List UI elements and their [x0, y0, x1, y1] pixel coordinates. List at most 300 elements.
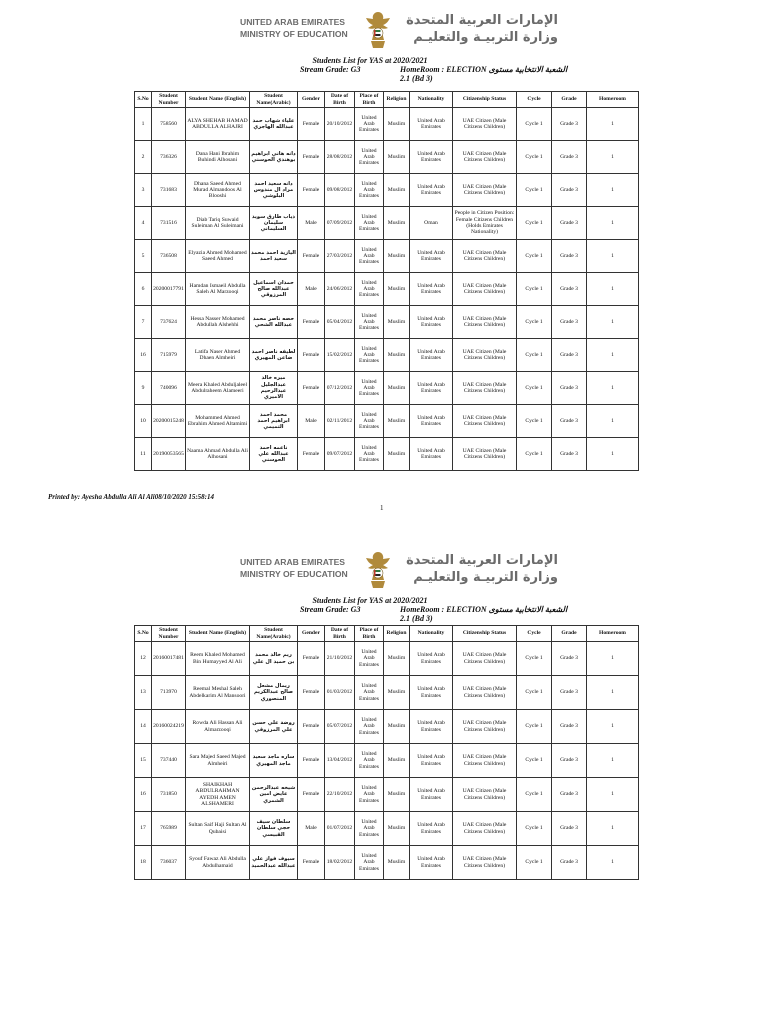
column-header-citizenship-status: Citizenship Status [453, 626, 517, 642]
cell-date-of-birth: 28/08/2012 [325, 141, 355, 174]
cell-cycle: Cycle 1 [517, 108, 552, 141]
cell-student-name-english: Dhana Saeed Ahmed Murad Almandoos Al Blooshi [186, 174, 250, 207]
header-ar-line1: الإمارات العربية المتحدة [406, 13, 558, 28]
cell-student-name-english: Hamdan Ismaeil Abdulla Saleh Al Marzooqi [186, 273, 250, 306]
cell-religion: Muslim [384, 676, 410, 710]
cell-religion: Muslim [384, 240, 410, 273]
cell-student-name-arabic: ريمال مشعل صالح عبدالكريم المنصوري [250, 676, 298, 710]
cell-student-name-english: Sultan Saif Haji Sultan Al Qubaisi [186, 812, 250, 846]
homeroom-label-2: HomeRoom : ELECTION الشعبة الانتخابية مستوى [400, 605, 568, 614]
column-header-place-of-birth: Place of Birth [355, 626, 384, 642]
column-header-gender: Gender [298, 626, 325, 642]
cell-citizenship-status: UAE Citizen (Male Citizens Children) [453, 710, 517, 744]
cell-grade: Grade 3 [552, 306, 587, 339]
cell-citizenship-status: UAE Citizen (Male Citizens Children) [453, 778, 517, 812]
cell-student-name-english: SHAIKHAH ABDULRAHMAN AYEDH AMEN ALSHAMERI [186, 778, 250, 812]
cell-student-number: 731683 [152, 174, 186, 207]
cell-homeroom: 1 [587, 174, 639, 207]
table-row [135, 273, 639, 306]
column-header-student-name-arabic: Student Name(Arabic) [250, 92, 298, 108]
table-row [135, 306, 639, 339]
cell-grade: Grade 3 [552, 108, 587, 141]
cell-student-name-english: ALYA SHEHAB HAMAD ABDULLA ALHAJRI [186, 108, 250, 141]
cell-religion: Muslim [384, 642, 410, 676]
cell-date-of-birth: 18/02/2012 [325, 846, 355, 880]
cell-nationality: United Arab Emirates [410, 778, 453, 812]
cell-grade: Grade 3 [552, 240, 587, 273]
cell-gender: Female [298, 174, 325, 207]
cell-citizenship-status: UAE Citizen (Male Citizens Children) [453, 846, 517, 880]
cell-student-name-english: Meera Khaled Abduljaleel Abdulraheem Alameeri [186, 372, 250, 405]
cell-student-number: 20200015248 [152, 405, 186, 438]
cell-student-number: 731850 [152, 778, 186, 812]
cell-student-number: 20160017481 [152, 642, 186, 676]
printed-by: Printed by: Ayesha Abdulla Ali Al Ali08/10/2020 15:58:14 [48, 493, 214, 501]
column-header-religion: Religion [384, 92, 410, 108]
column-header-citizenship-status: Citizenship Status [453, 92, 517, 108]
cell-serial-number: 18 [135, 846, 152, 880]
cell-serial-number: 7 [135, 306, 152, 339]
cell-date-of-birth: 05/04/2012 [325, 306, 355, 339]
cell-student-name-english: Latifa Naser Ahmed Dhaen Almheiri [186, 339, 250, 372]
column-header-gender: Gender [298, 92, 325, 108]
cell-nationality: United Arab Emirates [410, 438, 453, 471]
cell-date-of-birth: 20/10/2012 [325, 108, 355, 141]
cell-religion: Muslim [384, 372, 410, 405]
cell-nationality: United Arab Emirates [410, 273, 453, 306]
header-ar-line2: وزارة التربيـة والتعليـم [413, 30, 558, 45]
cell-grade: Grade 3 [552, 372, 587, 405]
cell-serial-number: 9 [135, 372, 152, 405]
cell-cycle: Cycle 1 [517, 438, 552, 471]
cell-serial-number: 11 [135, 438, 152, 471]
table-row [135, 642, 639, 676]
cell-gender: Female [298, 240, 325, 273]
cell-grade: Grade 3 [552, 846, 587, 880]
cell-place-of-birth: United Arab Emirates [355, 207, 384, 240]
column-header-student-number: Student Number [152, 626, 186, 642]
cell-nationality: United Arab Emirates [410, 240, 453, 273]
cell-citizenship-status: UAE Citizen (Male Citizens Children) [453, 273, 517, 306]
cell-nationality: United Arab Emirates [410, 108, 453, 141]
cell-student-name-english: Reem Khaled Mohamed Bin Humayyed Al Ali [186, 642, 250, 676]
cell-student-number: 20190053565 [152, 438, 186, 471]
column-header-nationality: Nationality [410, 626, 453, 642]
cell-homeroom: 1 [587, 710, 639, 744]
cell-homeroom: 1 [587, 676, 639, 710]
uae-emblem-icon [360, 550, 396, 592]
cell-gender: Female [298, 141, 325, 174]
column-header-student-name-english: Student Name (English) [186, 92, 250, 108]
cell-homeroom: 1 [587, 306, 639, 339]
cell-serial-number: 1 [135, 108, 152, 141]
column-header-grade: Grade [552, 626, 587, 642]
list-title: Students List for YAS at 2020/2021 [312, 56, 428, 65]
cell-cycle: Cycle 1 [517, 240, 552, 273]
cell-homeroom: 1 [587, 642, 639, 676]
header-ar-line2-2: وزارة التربيـة والتعليـم [413, 570, 558, 585]
column-header-date-of-birth: Date of Birth [325, 92, 355, 108]
cell-religion: Muslim [384, 778, 410, 812]
column-header-grade: Grade [552, 92, 587, 108]
column-header-student-number: Student Number [152, 92, 186, 108]
cell-student-name-english: Diab Tariq Suwaid Suleiman Al Suleimani [186, 207, 250, 240]
cell-religion: Muslim [384, 710, 410, 744]
table-row [135, 710, 639, 744]
cell-gender: Female [298, 710, 325, 744]
cell-cycle: Cycle 1 [517, 812, 552, 846]
cell-citizenship-status: UAE Citizen (Male Citizens Children) [453, 372, 517, 405]
cell-student-number: 736508 [152, 240, 186, 273]
cell-gender: Male [298, 273, 325, 306]
cell-grade: Grade 3 [552, 744, 587, 778]
cell-student-name-arabic: سيوف فواز علي عبدالله عبدالحميد [250, 846, 298, 880]
table-row [135, 812, 639, 846]
cell-date-of-birth: 21/10/2012 [325, 642, 355, 676]
header-english-2 [240, 556, 348, 580]
table-row [135, 240, 639, 273]
cell-date-of-birth: 22/10/2012 [325, 778, 355, 812]
cell-religion: Muslim [384, 273, 410, 306]
cell-cycle: Cycle 1 [517, 174, 552, 207]
cell-date-of-birth: 13/04/2012 [325, 744, 355, 778]
cell-serial-number: 6 [135, 273, 152, 306]
cell-place-of-birth: United Arab Emirates [355, 812, 384, 846]
header-en-line1: UNITED ARAB EMIRATES [240, 17, 346, 27]
cell-student-number: 715979 [152, 339, 186, 372]
cell-homeroom: 1 [587, 438, 639, 471]
cell-date-of-birth: 07/09/2012 [325, 207, 355, 240]
cell-religion: Muslim [384, 174, 410, 207]
cell-serial-number: 14 [135, 710, 152, 744]
cell-homeroom: 1 [587, 744, 639, 778]
cell-cycle: Cycle 1 [517, 141, 552, 174]
cell-student-name-english: Sara Majed Saeed Majed Almheiri [186, 744, 250, 778]
cell-serial-number: 16 [135, 778, 152, 812]
cell-place-of-birth: United Arab Emirates [355, 141, 384, 174]
stream-grade: Stream Grade: G3 [300, 65, 361, 74]
cell-place-of-birth: United Arab Emirates [355, 642, 384, 676]
cell-date-of-birth: 07/12/2012 [325, 372, 355, 405]
cell-cycle: Cycle 1 [517, 207, 552, 240]
cell-serial-number: 4 [135, 207, 152, 240]
table-row [135, 141, 639, 174]
cell-religion: Muslim [384, 744, 410, 778]
cell-student-name-arabic: ناعمه احمد عبدالله علي الحوسني [250, 438, 298, 471]
cell-religion: Muslim [384, 405, 410, 438]
cell-gender: Female [298, 108, 325, 141]
cell-place-of-birth: United Arab Emirates [355, 438, 384, 471]
cell-homeroom: 1 [587, 372, 639, 405]
header-ar-line1-2: الإمارات العربية المتحدة [406, 553, 558, 568]
column-header-religion: Religion [384, 626, 410, 642]
students-table-page-1 [134, 91, 639, 471]
cell-student-name-english: Mohammed Ahmed Ebrahim Ahmed Altamimi [186, 405, 250, 438]
table-row [135, 676, 639, 710]
cell-homeroom: 1 [587, 846, 639, 880]
cell-grade: Grade 3 [552, 812, 587, 846]
uae-emblem-icon [360, 10, 396, 52]
cell-homeroom: 1 [587, 141, 639, 174]
cell-student-name-arabic: دانه سعيد احمد مراد ال مندوس البلوشي [250, 174, 298, 207]
header-en-line2-2: MINISTRY OF EDUCATION [240, 569, 348, 579]
cell-citizenship-status: UAE Citizen (Male Citizens Children) [453, 174, 517, 207]
cell-date-of-birth: 09/07/2012 [325, 438, 355, 471]
cell-place-of-birth: United Arab Emirates [355, 273, 384, 306]
cell-place-of-birth: United Arab Emirates [355, 778, 384, 812]
column-header-student-name-arabic: Student Name(Arabic) [250, 626, 298, 642]
document-page-2 [0, 540, 768, 1024]
cell-student-name-arabic: علياء شهاب حمد عبدالله الهاجري [250, 108, 298, 141]
cell-grade: Grade 3 [552, 405, 587, 438]
table-row [135, 744, 639, 778]
cell-citizenship-status: UAE Citizen (Male Citizens Children) [453, 744, 517, 778]
cell-student-name-arabic: حصه ناصر محمد عبدالله الشحي [250, 306, 298, 339]
cell-student-name-english: Reemal Meshal Saleh Abdelkarim Al Mansoori [186, 676, 250, 710]
cell-student-name-arabic: ذياب طارق سويد سليمان السليماني [250, 207, 298, 240]
cell-student-name-arabic: ميره خالد عبدالجليل عبدالرحيم الاميري [250, 372, 298, 405]
cell-citizenship-status: UAE Citizen (Male Citizens Children) [453, 642, 517, 676]
table-row [135, 339, 639, 372]
cell-nationality: United Arab Emirates [410, 812, 453, 846]
cell-citizenship-status: UAE Citizen (Male Citizens Children) [453, 405, 517, 438]
column-header-homeroom: Homeroom [587, 92, 639, 108]
cell-citizenship-status: UAE Citizen (Male Citizens Children) [453, 108, 517, 141]
header-arabic [406, 12, 558, 46]
cell-student-name-arabic: ريم خالد محمد بن حميد ال علي [250, 642, 298, 676]
cell-date-of-birth: 27/03/2012 [325, 240, 355, 273]
cell-student-number: 736326 [152, 141, 186, 174]
cell-date-of-birth: 01/03/2012 [325, 676, 355, 710]
cell-cycle: Cycle 1 [517, 744, 552, 778]
cell-homeroom: 1 [587, 273, 639, 306]
cell-place-of-birth: United Arab Emirates [355, 372, 384, 405]
cell-date-of-birth: 05/07/2012 [325, 710, 355, 744]
cell-grade: Grade 3 [552, 642, 587, 676]
cell-serial-number: 13 [135, 676, 152, 710]
column-header-place-of-birth: Place of Birth [355, 92, 384, 108]
cell-nationality: United Arab Emirates [410, 372, 453, 405]
cell-grade: Grade 3 [552, 141, 587, 174]
cell-student-name-english: Hessa Nasser Mohamed Abdullah Alshehhi [186, 306, 250, 339]
cell-student-name-english: Syouf Fawaz Ali Abdulla Abdulhamaid [186, 846, 250, 880]
cell-student-number: 713970 [152, 676, 186, 710]
cell-nationality: United Arab Emirates [410, 846, 453, 880]
cell-serial-number: 3 [135, 174, 152, 207]
column-header-cycle: Cycle [517, 626, 552, 642]
cell-student-name-arabic: شيخه عبدالرحمن عايض امين الشمري [250, 778, 298, 812]
cell-student-number: 20200017791 [152, 273, 186, 306]
table-row [135, 372, 639, 405]
cell-place-of-birth: United Arab Emirates [355, 108, 384, 141]
cell-gender: Male [298, 405, 325, 438]
cell-nationality: United Arab Emirates [410, 339, 453, 372]
column-header-date-of-birth: Date of Birth [325, 626, 355, 642]
cell-student-name-arabic: دانه هاني ابراهيم بوهندي الحوسني [250, 141, 298, 174]
cell-serial-number: 2 [135, 141, 152, 174]
cell-student-name-english: Dana Hani Ibrahim Buhindi Alhosani [186, 141, 250, 174]
cell-student-name-arabic: روضة علي حسن علي المرزوقي [250, 710, 298, 744]
cell-homeroom: 1 [587, 108, 639, 141]
homeroom-level-2: 2.1 (Bd 3) [400, 614, 433, 623]
cell-religion: Muslim [384, 438, 410, 471]
cell-gender: Female [298, 778, 325, 812]
list-titles-2 [300, 596, 600, 623]
list-title-2: Students List for YAS at 2020/2021 [312, 596, 428, 605]
homeroom-label: HomeRoom : ELECTION الشعبة الانتخابية مستوى [400, 65, 568, 74]
cell-date-of-birth: 24/06/2012 [325, 273, 355, 306]
cell-place-of-birth: United Arab Emirates [355, 846, 384, 880]
cell-cycle: Cycle 1 [517, 710, 552, 744]
cell-serial-number: 17 [135, 812, 152, 846]
cell-grade: Grade 3 [552, 207, 587, 240]
cell-cycle: Cycle 1 [517, 273, 552, 306]
cell-cycle: Cycle 1 [517, 405, 552, 438]
cell-citizenship-status: UAE Citizen (Male Citizens Children) [453, 438, 517, 471]
cell-gender: Female [298, 846, 325, 880]
cell-serial-number: 15 [135, 744, 152, 778]
list-titles [300, 56, 600, 83]
cell-nationality: United Arab Emirates [410, 710, 453, 744]
cell-place-of-birth: United Arab Emirates [355, 339, 384, 372]
cell-grade: Grade 3 [552, 676, 587, 710]
cell-nationality: United Arab Emirates [410, 676, 453, 710]
cell-student-name-arabic: لطيفه ناصر احمد ضاعن المهيري [250, 339, 298, 372]
cell-homeroom: 1 [587, 778, 639, 812]
cell-religion: Muslim [384, 108, 410, 141]
cell-religion: Muslim [384, 306, 410, 339]
cell-student-name-arabic: حمدان اسماعيل عبدالله صالح المرزوقي [250, 273, 298, 306]
cell-homeroom: 1 [587, 812, 639, 846]
column-header-nationality: Nationality [410, 92, 453, 108]
header-arabic-2 [406, 552, 558, 586]
column-header-serial-number: S.No [135, 92, 152, 108]
cell-student-number: 737624 [152, 306, 186, 339]
cell-grade: Grade 3 [552, 778, 587, 812]
cell-grade: Grade 3 [552, 273, 587, 306]
cell-student-number: 20160024219 [152, 710, 186, 744]
cell-nationality: United Arab Emirates [410, 405, 453, 438]
cell-cycle: Cycle 1 [517, 846, 552, 880]
cell-gender: Male [298, 207, 325, 240]
cell-student-name-arabic: سلطان سيف حجي سلطان القبيسي [250, 812, 298, 846]
cell-citizenship-status: UAE Citizen (Male Citizens Children) [453, 339, 517, 372]
cell-grade: Grade 3 [552, 438, 587, 471]
cell-place-of-birth: United Arab Emirates [355, 676, 384, 710]
ministry-header [240, 10, 560, 54]
cell-grade: Grade 3 [552, 339, 587, 372]
cell-student-name-english: Naama Ahmad Abdulla Ali Alhosani [186, 438, 250, 471]
cell-nationality: United Arab Emirates [410, 744, 453, 778]
cell-grade: Grade 3 [552, 174, 587, 207]
cell-student-number: 765989 [152, 812, 186, 846]
ministry-header-2 [240, 550, 560, 594]
cell-gender: Female [298, 676, 325, 710]
cell-student-number: 740096 [152, 372, 186, 405]
cell-gender: Female [298, 306, 325, 339]
cell-student-name-english: Elyazia Ahmed Mohamed Saeed Ahmed [186, 240, 250, 273]
cell-homeroom: 1 [587, 240, 639, 273]
cell-place-of-birth: United Arab Emirates [355, 240, 384, 273]
homeroom-level: 2.1 (Bd 3) [400, 74, 433, 83]
column-header-homeroom: Homeroom [587, 626, 639, 642]
cell-religion: Muslim [384, 141, 410, 174]
cell-cycle: Cycle 1 [517, 778, 552, 812]
cell-religion: Muslim [384, 846, 410, 880]
cell-serial-number: 10 [135, 405, 152, 438]
table-row [135, 846, 639, 880]
cell-gender: Female [298, 372, 325, 405]
cell-place-of-birth: United Arab Emirates [355, 405, 384, 438]
cell-student-name-arabic: اليازية احمد محمد سعيد احمد [250, 240, 298, 273]
column-header-cycle: Cycle [517, 92, 552, 108]
cell-cycle: Cycle 1 [517, 339, 552, 372]
cell-gender: Female [298, 642, 325, 676]
table-row [135, 778, 639, 812]
cell-citizenship-status: UAE Citizen (Male Citizens Children) [453, 240, 517, 273]
cell-student-name-arabic: محمد احمد ابراهيم احمد التميمي [250, 405, 298, 438]
students-table-page-2 [134, 625, 639, 880]
cell-date-of-birth: 09/08/2012 [325, 174, 355, 207]
cell-place-of-birth: United Arab Emirates [355, 710, 384, 744]
cell-nationality: Oman [410, 207, 453, 240]
cell-religion: Muslim [384, 207, 410, 240]
cell-nationality: United Arab Emirates [410, 306, 453, 339]
cell-gender: Male [298, 812, 325, 846]
cell-student-name-english: Rowda Ali Hassan Ali Almarzooqi [186, 710, 250, 744]
cell-serial-number: 5 [135, 240, 152, 273]
page-number: 1 [380, 504, 384, 512]
cell-gender: Female [298, 339, 325, 372]
cell-citizenship-status: People in Citizen Position: Female Citizens Children (Holds Emirates Nationality) [453, 207, 517, 240]
cell-date-of-birth: 15/02/2012 [325, 339, 355, 372]
cell-serial-number: 16 [135, 339, 152, 372]
cell-citizenship-status: UAE Citizen (Male Citizens Children) [453, 306, 517, 339]
cell-student-number: 731516 [152, 207, 186, 240]
cell-serial-number: 12 [135, 642, 152, 676]
cell-gender: Female [298, 744, 325, 778]
cell-homeroom: 1 [587, 405, 639, 438]
cell-citizenship-status: UAE Citizen (Male Citizens Children) [453, 812, 517, 846]
cell-student-name-arabic: ساره ماجد سعيد ماجد المهيري [250, 744, 298, 778]
cell-grade: Grade 3 [552, 710, 587, 744]
column-header-serial-number: S.No [135, 626, 152, 642]
cell-cycle: Cycle 1 [517, 306, 552, 339]
cell-religion: Muslim [384, 812, 410, 846]
cell-nationality: United Arab Emirates [410, 141, 453, 174]
header-en-line2: MINISTRY OF EDUCATION [240, 29, 348, 39]
cell-student-number: 737440 [152, 744, 186, 778]
cell-religion: Muslim [384, 339, 410, 372]
cell-nationality: United Arab Emirates [410, 642, 453, 676]
cell-homeroom: 1 [587, 339, 639, 372]
cell-nationality: United Arab Emirates [410, 174, 453, 207]
cell-citizenship-status: UAE Citizen (Male Citizens Children) [453, 676, 517, 710]
cell-date-of-birth: 01/07/2012 [325, 812, 355, 846]
cell-cycle: Cycle 1 [517, 372, 552, 405]
column-header-student-name-english: Student Name (English) [186, 626, 250, 642]
cell-cycle: Cycle 1 [517, 676, 552, 710]
cell-place-of-birth: United Arab Emirates [355, 306, 384, 339]
cell-place-of-birth: United Arab Emirates [355, 744, 384, 778]
table-row [135, 438, 639, 471]
cell-homeroom: 1 [587, 207, 639, 240]
cell-citizenship-status: UAE Citizen (Male Citizens Children) [453, 141, 517, 174]
cell-student-number: 736037 [152, 846, 186, 880]
table-row [135, 207, 639, 240]
cell-gender: Female [298, 438, 325, 471]
header-english [240, 16, 348, 40]
